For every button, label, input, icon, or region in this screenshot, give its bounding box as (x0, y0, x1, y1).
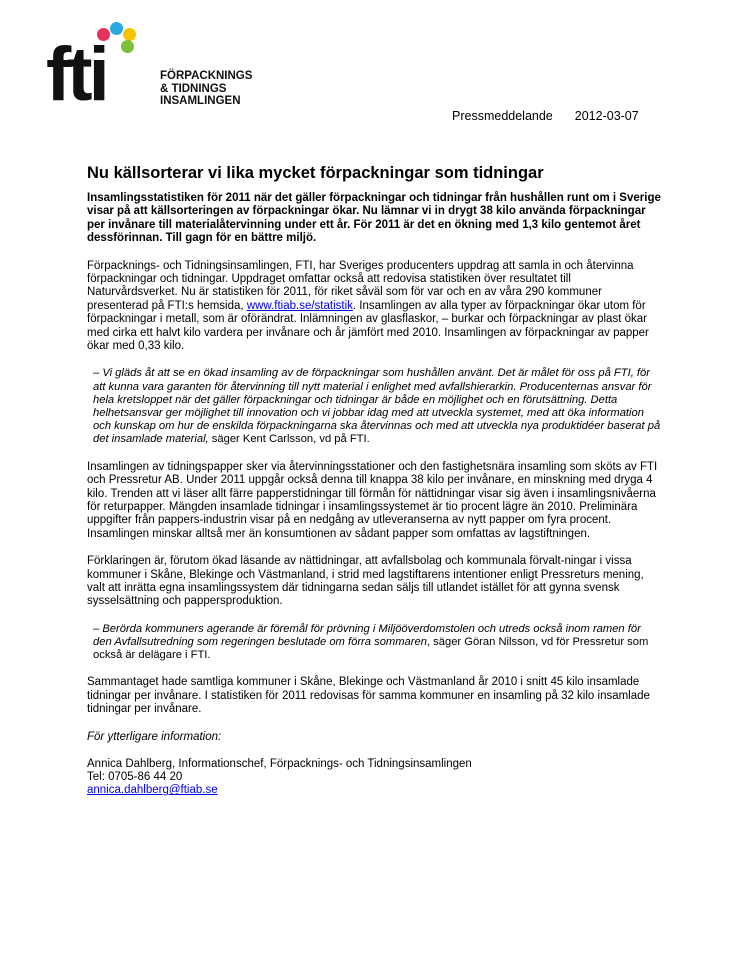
paragraph-1-text-b: . Insamlingen av alla typer av förpackningar ökar utom för förpackningar i metall, som är oförändrat. Inlämningen av glasflaskor, – burkar och förpackningar av plast ökar med cirka ett halvt kilo vardera per invånare och år jämfört med 2010. Insamlingen av förpackningar av papper ökar med 0,33 kilo. (87, 299, 649, 353)
fti-logo (46, 22, 286, 122)
lead-paragraph: Insamlingsstatistiken för 2011 när det gäller förpackningar och tidningar från hushållen runt om i Sverige visar på att källsorteringen av förpackningar ökar. Nu lämnar vi in drygt 38 kilo använda förpackningar per invånare till materialåtervinning under ett år. För 2011 är det en ökning med 1,3 kilo gentemot året dessförinnan. Till gagn för en bättre miljö. (87, 192, 661, 245)
press-header (452, 109, 639, 123)
quote-2 (93, 623, 662, 663)
paragraph-4: Sammantaget hade samtliga kommuner i Skåne, Blekinge och Västmanland år 2010 i snitt 45 kilo insamlade tidningar per invånare. I statistiken för 2011 redovisas för samma kommuner en insamling på 32 kilo insamlade tidningar per invånare. (87, 676, 650, 716)
logo-dot-blue (110, 22, 123, 35)
document-body (87, 163, 662, 798)
logo-tagline (160, 70, 252, 108)
quote-2-italic: – Berörda kommuners agerande är föremål för prövning i Miljööverdomstolen och utreds också inom ramen för den Avfallsutredning som regeringen beslutade om förra sommaren (93, 622, 641, 648)
more-info-heading: För ytterligare information: (87, 730, 222, 743)
paragraph-2: Insamlingen av tidningspapper sker via återvinningsstationer och den fastighetsnära insamling som sköts av FTI och Pressretur AB. Under 2011 uppgår också denna till knappa 38 kilo per invånare, en minskning med dryga 4 kilo. Trenden att vi läser allt färre papperstidningar till förmån för nättidningar visar sig även i insamlingsnivåerna för returpapper. Mängden insamlade tidningar i insamlingssystemet är tio procent lägre än 2010. Preliminära uppgifter från pappers-industrin visar på en nedgång av utleveranserna av nytt papper om fyra procent. Insamlingen minskar alltså mer än konsumtionen av sådant papper som omfattas av lagstiftningen. (87, 460, 658, 540)
paragraph-1 (87, 260, 662, 354)
quote-1 (93, 367, 662, 446)
logo-dot-yellow (123, 28, 136, 41)
statistics-link[interactable]: www.ftiab.se/statistik (246, 299, 353, 312)
press-label: Pressmeddelande (452, 109, 553, 123)
logo-wordmark: fti (46, 32, 106, 117)
paragraph-1-text-a: Förpacknings- och Tidningsinsamlingen, FTI, har Sveriges producenters uppdrag att samla in och återvinna förpackningar och tidningar. Uppdraget omfattar också att redovisa statistiken över resultatet till Naturvårdsverket. Nu är statistiken för 2011, för riket såväl som för var och en av våra 290 kommuner presenterad på FTI:s hemsida, (87, 259, 634, 312)
press-date: 2012-03-07 (574, 109, 639, 123)
paragraph-3: Förklaringen är, förutom ökad läsande av nättidningar, att avfallsbolag och kommunala förvalt-ningar i vissa kommuner i Skåne, Blekinge och Västmanland, i strid med lagstiftarens intentioner enligt Pressreturs mening, valt att inrätta egna insamlingssystem där tidningarna sedan säljs till utlandet istället för att gynna svensk sysselsättning och pappersproduktion. (87, 555, 644, 608)
quote-1-attribution: säger Kent Carlsson, vd på FTI. (208, 433, 370, 446)
contact-email-link[interactable]: annica.dahlberg@ftiab.se (87, 784, 218, 797)
logo-dot-green (121, 40, 134, 53)
logo-line-2: & TIDNINGS (160, 82, 227, 95)
page-title: Nu källsorterar vi lika mycket förpackningar som tidningar (87, 164, 544, 182)
quote-2-attribution: , säger Göran Nilsson, vd för Pressretur som också är delägare i FTI. (93, 635, 649, 662)
contact-name: Annica Dahlberg, Informationschef, Förpacknings- och Tidningsinsamlingen (87, 757, 472, 770)
contact-block (87, 758, 662, 798)
logo-line-1: FÖRPACKNINGS (160, 70, 253, 82)
quote-1-italic: – Vi gläds åt att se en ökad insamling av de förpackningar som hushållen använt. Det är målet för oss på FTI, för att kunna vara garanten för återvinning till nytt material i enlighet med avfallshierarkin. Producenternas ansvar för hela kretsloppet när det gäller förpackningar och tidningar är både en möjlighet och en förutsättning. Detta helhetsansvar ger möjlighet till innovation och vi jobbar idag med att utveckla systemet, med att öka information och kunskap om hur de enskilda förpackningarna ska återvinnas och med att utveckla nya produktidéer baserat på det insamlade material, (93, 367, 661, 446)
contact-phone: Tel: 0705-86 44 20 (87, 771, 183, 784)
logo-line-3: INSAMLINGEN (160, 95, 241, 107)
